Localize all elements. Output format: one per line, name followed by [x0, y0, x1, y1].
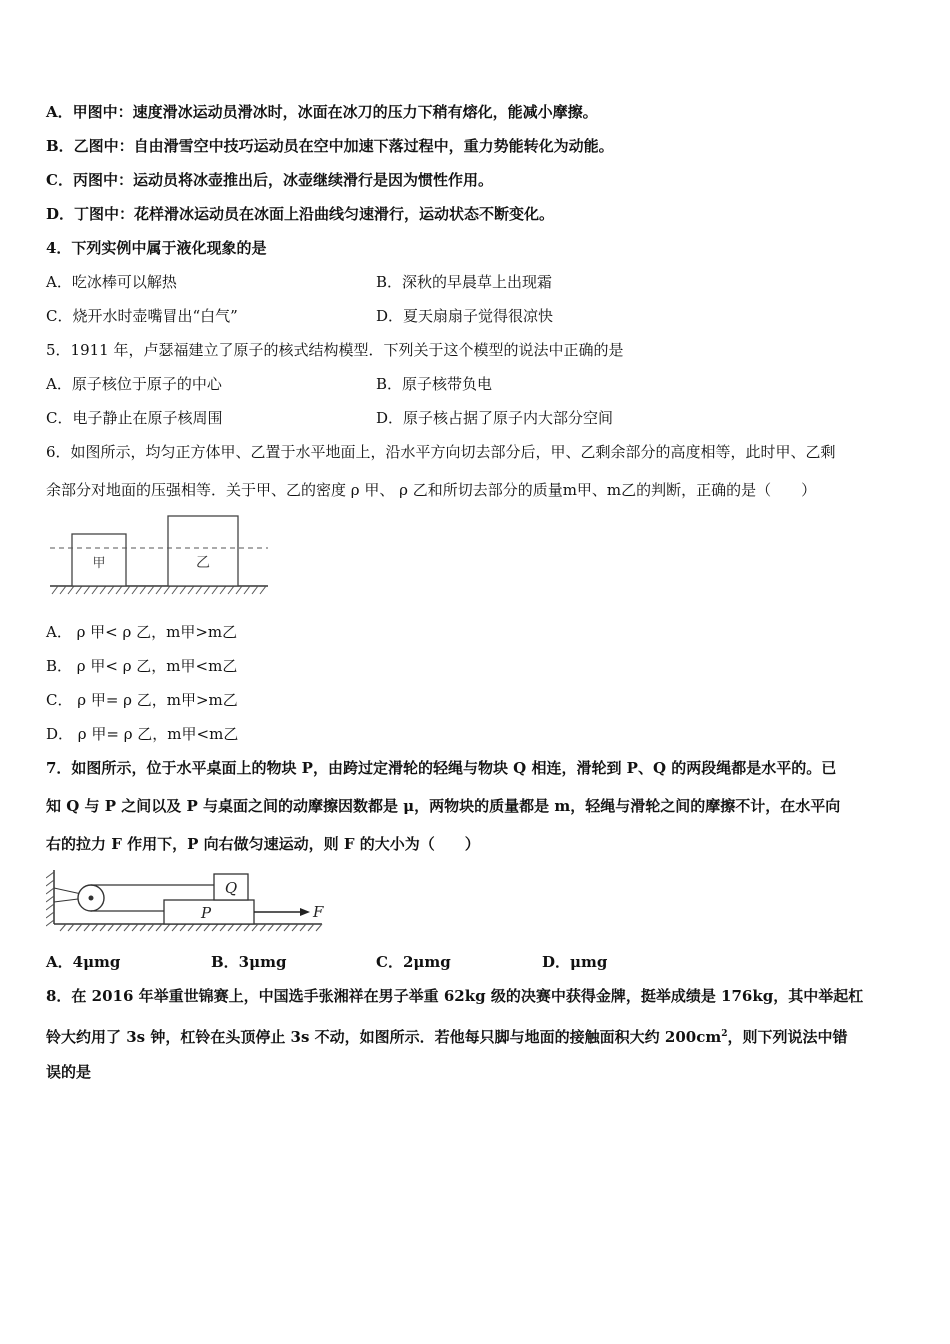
q5-row-cd	[46, 407, 906, 429]
q5-row-ab	[46, 373, 906, 395]
cube-yi	[168, 516, 238, 586]
label-jia: 甲	[92, 556, 106, 571]
q8-stem-line2	[46, 1023, 847, 1045]
q8-line2-post: ，则下列说法中错	[727, 1028, 848, 1046]
label-p: P	[200, 904, 212, 922]
q5-stem: 5．1911 年，卢瑟福建立了原子的核式结构模型．下列关于这个模型的说法中正确的是	[46, 341, 624, 359]
ground-hatching	[52, 586, 266, 594]
q3-option-a: A．甲图中：速度滑冰运动员滑冰时，冰面在冰刀的压力下稍有熔化，能减小摩擦。	[46, 103, 598, 121]
q7-option-b: B．3μmg	[211, 953, 287, 971]
q6-figure	[46, 514, 268, 596]
q8-line2-superscript: 2	[721, 1029, 728, 1039]
q6-stem-line1: 6．如图所示，均匀正方体甲、乙置于水平地面上，沿水平方向切去部分后，甲、乙剩余部分的高度相等，此时甲、乙剩	[46, 443, 836, 461]
q6-figure-svg	[46, 514, 268, 596]
q6-stem-line2: 余部分对地面的压强相等．关于甲、乙的密度 ρ 甲、 ρ 乙和所切去部分的质量m甲、m乙的判断，正确的是（ ）	[46, 481, 817, 499]
q7-figure-svg	[46, 866, 326, 932]
q3-option-c: C．丙图中：运动员将冰壶推出后，冰壶继续滑行是因为惯性作用。	[46, 171, 493, 189]
wall-hatching	[46, 872, 54, 926]
q4-option-a: A．吃冰棒可以解热	[46, 273, 177, 291]
label-q: Q	[224, 879, 238, 897]
q4-row-ab	[46, 271, 906, 293]
q7-options-row	[46, 951, 746, 973]
q6-option-d: D． ρ 甲= ρ 乙，m甲<m乙	[46, 725, 239, 743]
q4-option-b: B．深秋的早晨草上出现霜	[376, 273, 553, 291]
q8-stem-line1: 8．在 2016 年举重世锦赛上，中国选手张湘祥在男子举重 62kg 级的决赛中获得金牌，挺举成绩是 176kg，其中举起杠	[46, 987, 864, 1005]
label-f: F	[313, 903, 324, 921]
force-arrow-head	[300, 908, 310, 916]
label-yi: 乙	[196, 555, 210, 571]
q5-option-c: C．电子静止在原子核周围	[46, 409, 223, 427]
q5-option-b: B．原子核带负电	[376, 375, 493, 393]
q5-option-d: D．原子核占据了原子内大部分空间	[376, 409, 614, 427]
q7-figure	[46, 866, 326, 932]
q8-line2-pre: 铃大约用了 3s 钟，杠铃在头顶停止 3s 不动，如图所示．若他每只脚与地面的接触面积大约 200cm	[46, 1028, 722, 1046]
q3-option-b: B．乙图中：自由滑雪空中技巧运动员在空中加速下落过程中，重力势能转化为动能。	[46, 137, 614, 155]
table-hatching	[60, 924, 322, 931]
q4-option-c: C．烧开水时壶嘴冒出“白气”	[46, 307, 238, 325]
q7-option-d: D．μmg	[542, 953, 608, 971]
q7-stem-line3: 右的拉力 F 作用下，P 向右做匀速运动，则 F 的大小为（ ）	[46, 835, 480, 853]
pulley-axle	[89, 896, 94, 901]
q4-row-cd	[46, 305, 906, 327]
q4-option-d: D．夏天扇扇子觉得很凉快	[376, 307, 554, 325]
q5-option-a: A．原子核位于原子的中心	[46, 375, 222, 393]
q8-stem-line3: 误的是	[46, 1063, 92, 1081]
q7-option-a: A．4μmg	[46, 953, 121, 971]
q6-option-b: B． ρ 甲< ρ 乙，m甲<m乙	[46, 657, 238, 675]
q4-stem: 4．下列实例中属于液化现象的是	[46, 239, 267, 257]
q6-option-c: C． ρ 甲= ρ 乙，m甲>m乙	[46, 691, 238, 709]
q7-stem-line2: 知 Q 与 P 之间以及 P 与桌面之间的动摩擦因数都是 μ，两物块的质量都是 m，轻绳与滑轮之间的摩擦不计，在水平向	[46, 797, 841, 815]
q7-option-c: C．2μmg	[376, 953, 451, 971]
q3-option-d: D．丁图中：花样滑冰运动员在冰面上沿曲线匀速滑行，运动状态不断变化。	[46, 205, 555, 223]
q7-stem-line1: 7．如图所示，位于水平桌面上的物块 P，由跨过定滑轮的轻绳与物块 Q 相连，滑轮到 P、Q 的两段绳都是水平的。已	[46, 759, 837, 777]
q6-option-a: A． ρ 甲< ρ 乙，m甲>m乙	[46, 623, 238, 641]
